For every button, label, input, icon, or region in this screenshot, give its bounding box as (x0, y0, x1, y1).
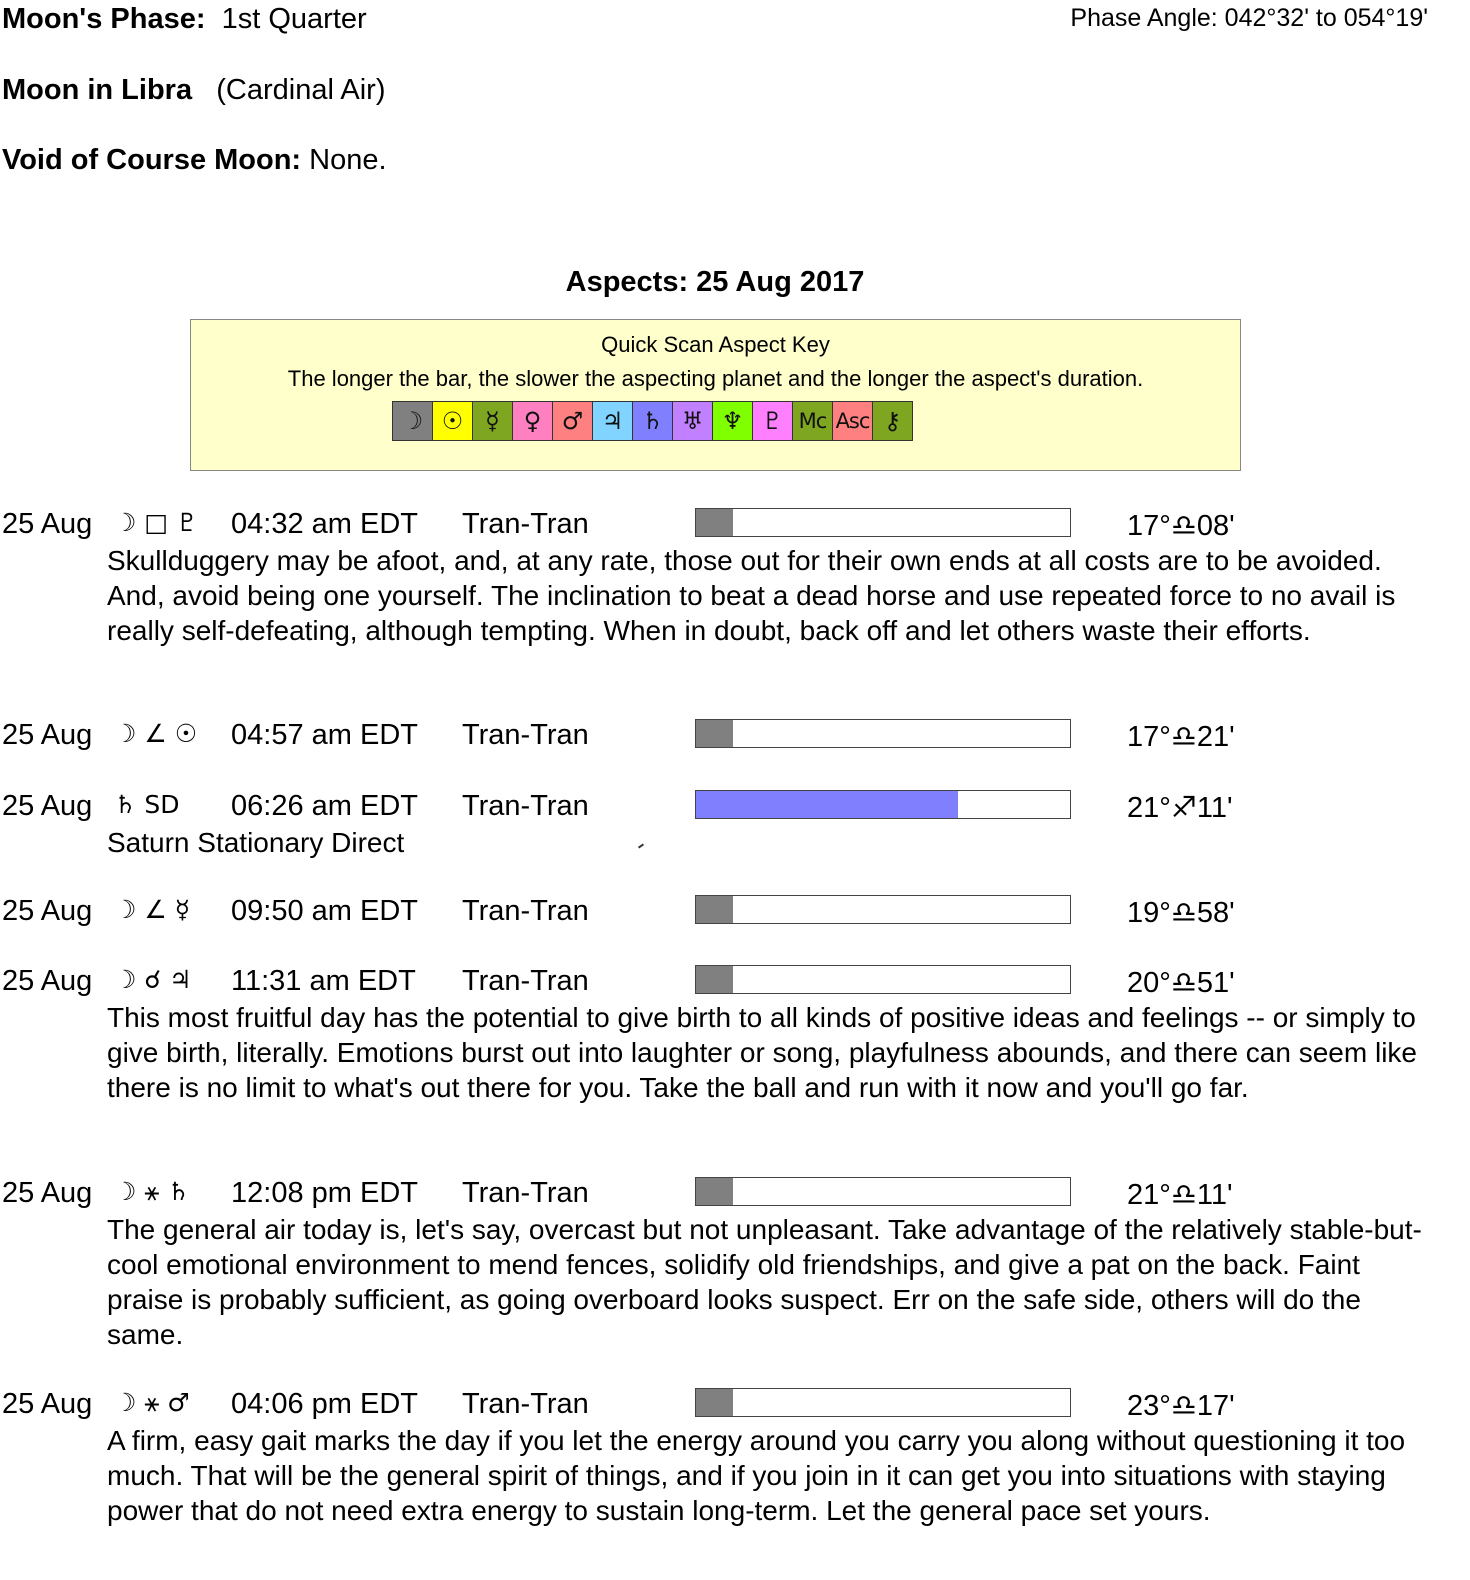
key-chiron-icon: ⚷ (873, 402, 912, 440)
key-moon-icon: ☽ (393, 402, 433, 440)
duration-bar (695, 1388, 1071, 1417)
aspect-glyphs: ☽ ⚹ ♂ (114, 1388, 190, 1417)
aspect-time: 04:57 am EDT (231, 719, 418, 751)
key-mars-icon: ♂ (553, 402, 593, 440)
aspect-time: 12:08 pm EDT (231, 1177, 418, 1209)
key-sun-icon: ☉ (433, 402, 473, 440)
aspect-description: Saturn Stationary Direct (107, 827, 405, 858)
key-saturn-icon: ♄ (633, 402, 673, 440)
aspect-position: 20°♎51' (1127, 967, 1235, 999)
aspect-kind: Tran-Tran (462, 895, 589, 927)
aspect-date: 25 Aug (2, 1388, 93, 1420)
key-asc-icon: Asc (833, 402, 873, 440)
duration-bar-fill (696, 1178, 733, 1205)
aspect-kind: Tran-Tran (462, 719, 589, 751)
aspect-date: 25 Aug (2, 508, 93, 540)
aspect-row (0, 895, 1470, 931)
aspect-position: 23°♎17' (1127, 1390, 1235, 1422)
aspect-time: 06:26 am EDT (231, 790, 418, 822)
aspect-row (0, 719, 1470, 755)
aspect-description: Skullduggery may be afoot, and, at any rate, those out for their own ends at all costs are to be avoided. And, avoid being one yourself. The inclination to beat a dead horse and use repeated force to no avail is really self-defeating, although tempting. When in doubt, back off and let others waste their efforts. (107, 545, 1396, 646)
duration-bar (695, 719, 1071, 748)
duration-bar-fill (696, 896, 733, 923)
key-jupiter-icon: ♃ (593, 402, 633, 440)
aspect-time: 11:31 am EDT (231, 965, 416, 997)
moon-phase-line (2, 3, 367, 36)
aspect-date: 25 Aug (2, 1177, 93, 1209)
moon-sign-detail: (Cardinal Air) (216, 74, 386, 106)
duration-bar-fill (696, 1389, 733, 1416)
aspect-position: 17°♎08' (1127, 510, 1235, 542)
aspect-glyphs: ☽ ∠ ☉ (114, 719, 198, 748)
aspect-kind: Tran-Tran (462, 1388, 589, 1420)
key-neptune-icon: ♆ (713, 402, 753, 440)
aspect-description: A firm, easy gait marks the day if you let the energy around you carry you along without questioning it too much. That will be the general spirit of things, and if you join in it can get you into situations with staying power that do not need extra energy to sustain long-term. Let the general pace set yours. (107, 1425, 1406, 1526)
key-mercury-icon: ☿ (473, 402, 513, 440)
duration-bar (695, 1177, 1071, 1206)
aspect-time: 04:32 am EDT (231, 508, 418, 540)
aspect-row (0, 965, 1470, 1001)
moon-sign-line (2, 74, 385, 107)
aspect-row (0, 790, 1470, 826)
planet-color-key (392, 401, 913, 441)
aspect-row (0, 1177, 1470, 1213)
aspect-kind: Tran-Tran (462, 965, 589, 997)
aspect-kind: Tran-Tran (462, 1177, 589, 1209)
aspect-key-description: The longer the bar, the slower the aspecting planet and the longer the aspect's duration. (287, 366, 1144, 391)
aspect-time: 04:06 pm EDT (231, 1388, 418, 1420)
aspect-position: 17°♎21' (1127, 721, 1235, 753)
aspect-date: 25 Aug (2, 790, 93, 822)
duration-bar-fill (696, 720, 733, 747)
aspect-time: 09:50 am EDT (231, 895, 418, 927)
duration-bar-fill (696, 791, 958, 818)
aspect-date: 25 Aug (2, 895, 93, 927)
aspect-description: The general air today is, let's say, overcast but not unpleasant. Take advantage of the relatively stable-but-cool emotional environment to mend fences, solidify old friendships, and give a pat on the back. Faint praise is probably sufficient, as going overboard looks suspect. Err on the safe side, others will do the same. (107, 1214, 1422, 1350)
duration-bar (695, 895, 1071, 924)
aspect-glyphs: ☽ ☌ ♃ (114, 965, 192, 994)
aspect-glyphs: ♄ SD (114, 790, 180, 819)
duration-bar-fill (696, 966, 733, 993)
aspect-key-panel (190, 319, 1241, 471)
aspect-glyphs: ☽ ∠ ☿ (114, 895, 191, 924)
aspect-glyphs: ☽ □ ♇ (114, 508, 199, 537)
aspect-date: 25 Aug (2, 719, 93, 751)
key-uranus-icon: ♅ (673, 402, 713, 440)
void-of-course-value: None. (309, 144, 387, 176)
aspect-position: 21°♐11' (1127, 792, 1233, 824)
aspect-glyphs: ☽ ⚹ ♄ (114, 1177, 190, 1206)
phase-angle: Phase Angle: 042°32' to 054°19' (1070, 4, 1428, 32)
aspect-kind: Tran-Tran (462, 790, 589, 822)
page-title: Aspects: 25 Aug 2017 (565, 266, 865, 298)
duration-bar (695, 790, 1071, 819)
key-mc-icon: Mc (793, 402, 833, 440)
duration-bar (695, 508, 1071, 537)
aspect-key-title: Quick Scan Aspect Key (601, 332, 830, 357)
key-pluto-icon: ♇ (753, 402, 793, 440)
void-of-course-line (2, 144, 387, 177)
aspect-row (0, 508, 1470, 544)
void-of-course-label: Void of Course Moon: (2, 144, 302, 176)
duration-bar-fill (696, 509, 733, 536)
aspect-position: 21°♎11' (1127, 1179, 1233, 1211)
aspect-position: 19°♎58' (1127, 897, 1235, 929)
key-venus-icon: ♀ (513, 402, 553, 440)
moon-phase-label: Moon's Phase: (2, 3, 206, 35)
aspect-date: 25 Aug (2, 965, 93, 997)
moon-sign-label: Moon in Libra (2, 74, 193, 106)
aspect-kind: Tran-Tran (462, 508, 589, 540)
duration-bar (695, 965, 1071, 994)
aspect-description: This most fruitful day has the potential to give birth to all kinds of positive ideas and feelings -- or simply to give birth, literally. Emotions burst out into laughter or song, playfulness abounds, and there can seem like there is no limit to what's out there for you. Take the ball and run with it now and you'll go far. (107, 1002, 1417, 1103)
moon-phase-value: 1st Quarter (221, 3, 367, 35)
aspect-row (0, 1388, 1470, 1424)
